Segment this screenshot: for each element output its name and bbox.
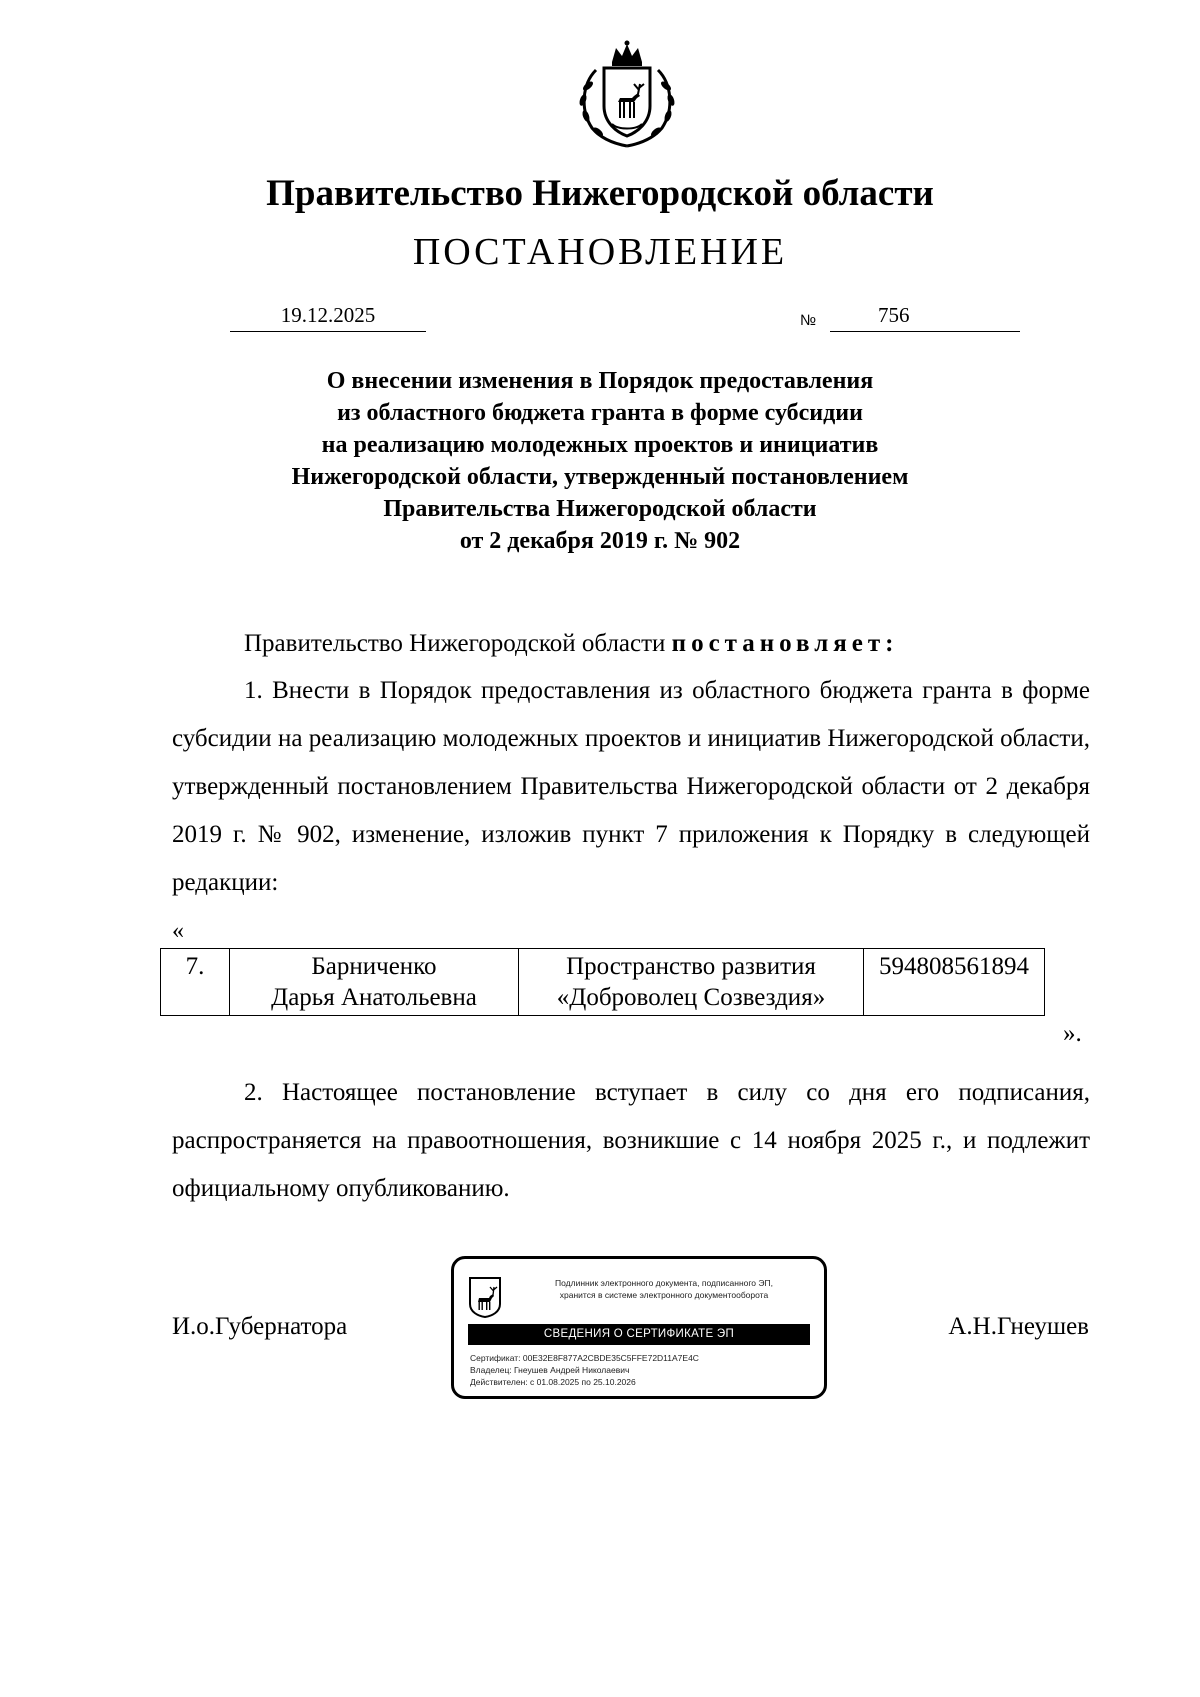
number-sign: № [800,312,817,329]
date-value: 19.12.2025 [280,303,376,327]
subject-line: О внесении изменения в Порядок предоставления [326,368,874,394]
document-number [830,303,1020,332]
certificate-validity: Действителен: с 01.08.2025 по 25.10.2026 [470,1377,636,1387]
subject-line: на реализацию молодежных проектов и инициатив [321,432,879,458]
paragraph-1: 1. Внести в Порядок предоставления из областного бюджета гранта в форме субсидии на реализацию молодежных проектов и инициатив Нижегородской области, утвержденный постановлением Правительства Нижегородской области от 2 декабря 2019 г. № 902, изменение, изложив пункт 7 приложения к Порядку в следующей редакции: [172,677,1090,896]
document-date [230,303,426,332]
open-quote: « [172,918,184,944]
paragraph-2: 2. Настоящее постановление вступает в силу со дня его подписания, распространяется на правоотношения, возникшие с 14 ноября 2025 г., и подлежит официальному опубликованию. [172,1079,1090,1202]
subject-line: из областного бюджета гранта в форме субсидии [337,400,863,426]
signatory-role: И.о.Губернатора [172,1313,348,1340]
subject-line: от 2 декабря 2019 г. № 902 [459,528,741,554]
close-quote: ». [1063,1020,1082,1047]
project-name: Пространство развития «Доброволец Созвездия» [519,949,864,1016]
certificate-details [470,1352,699,1388]
organization-title: Правительство Нижегородской области [266,173,934,214]
number-value: 756 [878,303,910,327]
document-type: ПОСТАНОВЛЕНИЕ [412,231,788,273]
table-row [161,949,1045,1016]
resolution-intro [172,620,1090,668]
signatory-name: А.Н.Гнеушев [948,1313,1089,1340]
subject-line: Нижегородской области, утвержденный постановлением [291,464,909,490]
subject-heading [0,365,1200,557]
coat-of-arms-icon [568,40,686,148]
deer-shield-icon [468,1276,502,1318]
intro-emphasis: постановляет: [671,630,899,657]
intro-text: Правительство Нижегородской области [244,630,672,657]
electronic-signature-stamp [451,1256,827,1399]
inn-value: 594808561894 [864,949,1045,1016]
stamp-note: Подлинник электронного документа, подписанного ЭП, хранится в системе электронного документооборота [555,1278,773,1300]
recipient-name: Барниченко Дарья Анатольевна [230,949,519,1016]
amendment-table [160,948,1045,1016]
certificate-id: Сертификат: 00E32E8F877A2CBDE35C5FFE72D11A7E4C [470,1353,699,1363]
certificate-info-bar: СВЕДЕНИЯ О СЕРТИФИКАТЕ ЭП [468,1324,810,1345]
subject-line: Правительства Нижегородской области [383,496,817,522]
certificate-owner: Владелец: Гнеушев Андрей Николаевич [470,1365,630,1375]
row-number: 7. [161,949,230,1016]
